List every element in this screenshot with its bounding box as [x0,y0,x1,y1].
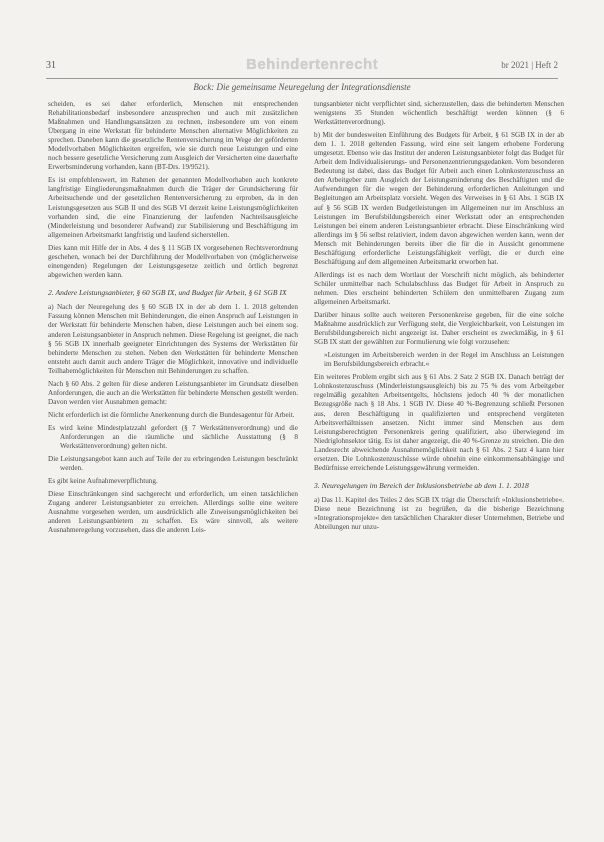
paragraph: Es ist empfehlenswert, im Rahmen der genannten Modellvorhaben auch konkrete langfristige Eingliederungsmaßnahmen durch die Träger der Grundsicherung für Arbeitsuchende und der gesetzlichen Rentenversicherung zu erproben, da in den Leistungsgesetzen aus SGB II und des SGB VI derzeit keine Leistungsmöglichkeiten vorhanden sind, die eine Finanzierung der laufenden Nachteilsausgleiche (Minderleistung und besonderer Aufwand) zur Stabilisierung und Beschäftigung im allgemeinen Arbeitsmarkt langfristig und laufend sicherstellen. [48,176,298,239]
article-author-title: Bock: Die gemeinsame Neuregelung der Integrationsdienste [193,82,411,92]
right-column [314,100,564,830]
list-item: Es gibt keine Aufnahmeverpflichtung. [48,477,158,486]
paragraph: a) Nach der Neuregelung des § 60 SGB IX in der ab dem 1. 1. 2018 geltenden Fassung können Menschen mit Behinderungen, die einen Anspruch auf Leistungen in der Werkstatt für behinderte Menschen haben, diese Leistungen auch bei einem sog. anderen Leistungsanbieter in Anspruch nehmen. Diese Regelung ist geeignet, die nach § 56 SGB IX innerhalb geeigneter Einrichtungen des Systems der Werkstätten für behinderte Menschen zu stehen. Neben den Werkstätten für behinderte Menschen entsteht auch damit auch andere Träger die Möglichkeit, innovative und individuelle Teilhabemöglichkeiten für Menschen mit Behinderungen zu schaffen. [48,303,298,375]
paragraph: Diese Einschränkungen sind sachgerecht und erforderlich, um einen tatsächlichen Zugang anderer Leistungsanbieter zu erreichen. Allerdings sollte eine weitere Ausnahme vorgesehen werden, um ausdrücklich alle Zuweisungsmöglichkeiten bei anderen Leistungsanbietern zu schaffen. Es wäre sinnvoll, als weitere Ausnahmeregelung vorzusehen, dass die anderen Leis- [48,490,298,535]
paragraph: b) Mit der bundesweiten Einführung des Budgets für Arbeit, § 61 SGB IX in der ab dem 1. 1. 2018 geltenden Fassung, wird eine seit langem erhobene Forderung umgesetzt. Ebenso wie das Institut der anderen Leistungsanbieter folgt das Budget für Arbeit dem Individualisierungs- und Personenzentrierungsgedanken. Vom besonderen Bedeutung ist dabei, dass das Budget für Arbeit auch einen Lohnkostenzuschuss an den Arbeitgeber zum Ausgleich der Leistungsminderung des Beschäftigten und die Aufwendungen für die wegen der Behinderung erforderlichen Anleitungen und Begleitungen am Arbeitsplatz vorsieht. Wegen des Verweises in § 61 Abs. 1 SGB IX auf § 56 SGB IX werden Budgetleistungen im Allgemeinen nur im Anschluss an Leistungen im Berufsbildungsbereich einer Werkstatt oder an entsprechenden Leistungen bei einem anderen Leistungsanbieter erbracht. Diese Einschränkung wird allerdings im § 56 selbst relativiert, indem davon abgewichen werden kann, wenn der Mensch mit Behinderungen bereits über die für die in Aussicht genommene Beschäftigung erforderliche Leistungsfähigkeit verfügt, die er durch eine Beschäftigung auf dem allgemeinen Arbeitsmarkt erworben hat. [314,131,564,266]
page-number: 31 [46,60,56,71]
list-item: Die Leistungsangebot kann auch auf Teile der zu erbringenden Leistungen beschränkt werden. [48,455,298,473]
list-item: Es wird keine Mindestplatzzahl gefordert (§ 7 Werkstättenverordnung) und die Anforderungen an die räumliche und sächliche Ausstattung (§ 8 Werkstättenverordnung) gelten nicht. [48,423,298,451]
paragraph: Ein weiteres Problem ergibt sich aus § 61 Abs. 2 Satz 2 SGB IX. Danach beträgt der Lohnkostenzuschuss (Minderleistungsausgleich) bis zu 75 % des vom Arbeitgeber regelmäßig gezahlten Arbeitsentgelts, höchstens jedoch 40 % der monatlichen Bezugsgröße nach § 18 Abs. 1 SGB IV. Diese 40 %-Begrenzung schließt Personen aus, deren Beschäftigung in qualifizierten und entsprechend vergüteten Arbeitsverhältnissen ansetzen. Nicht immer sind Menschen aus dem Leistungsberechtigten Personenkreis gering qualifiziert, also überwiegend im Niedriglohnsektor tätig. Es ist daher angezeigt, die 40 %-Grenze zu streichen. Die den Landesrecht abweichende Ausnahmemöglichkeit nach § 61 Abs. 2 Satz 4 kann hier ersetzen. Die Lohnkostenzuschüsse würde ohnehin eine einkommensabhängige und Bedürfnisse erreichende Leistungsgewährung vermeiden. [314,373,564,472]
paragraph: tungsanbieter nicht verpflichtet sind, sicherzustellen, dass die behinderten Menschen wenigstens 35 Stunden wöchentlich beschäftigt werden können (§ 6 Werkstättenverordnung). [314,100,564,127]
list-item: Nicht erforderlich ist die förmliche Anerkennung durch die Bundesagentur für Arbeit. [48,410,295,419]
paragraph: Allerdings ist es nach dem Wortlaut der Vorschrift nicht möglich, als behinderter Schüler unmittelbar nach Schulabschluss das Budget für Arbeit in Anspruch zu nehmen. Dies erscheint behinderten Schülern den unmittelbaren Zugang zum allgemeinen Arbeitsmarkt. [314,270,564,306]
paragraph: a) Das 11. Kapitel des Teiles 2 des SGB IX trägt die Überschrift »Inklusionsbetriebe«. Diese neue Bezeichnung ist zu begrüßen, da die bisherige Bezeichnung »Integrationsprojekte« den tatsächlichen Charakter dieser Unternehmen, Betriebe und Abteilungen nur unzu- [314,496,564,532]
block-quote: »Leistungen im Arbeitsbereich werden in der Regel im Anschluss an Leistungen im Berufsbildungsbereich erbracht.« [324,351,564,369]
section-heading: 2. Andere Leistungsanbieter, § 60 SGB IX, und Budget für Arbeit, § 61 SGB IX [48,287,287,297]
left-column [48,100,298,830]
section-heading: 3. Neuregelungen im Bereich der Inklusionsbetriebe ab dem 1. 1. 2018 [314,480,529,490]
running-header [46,56,558,79]
journal-title: Behindertenrecht [246,56,379,73]
issue-label: br 2021 | Heft 2 [501,60,558,70]
paragraph: Darüber hinaus sollte auch weiteren Personenkreise gegeben, für die eine solche Maßnahme ausdrücklich zur Verfügung steht, die Vergleichbarkeit, von Leistungen im Berufsbildungsbereich nicht angezeigt ist. Daher erscheint es zweckmäßig, in § 61 SGB IX statt der gewählten zur Formulierung wie folgt vorzusehen: [314,311,564,347]
paragraph: Nach § 60 Abs. 2 gelten für diese anderen Leistungsanbieter im Grundsatz dieselben Anforderungen, die auch an die Werkstätten für behinderte Menschen gestellt werden. Davon werden vier Ausnahmen gemacht: [48,379,298,406]
paragraph: scheiden, es sei daher erforderlich, Menschen mit entsprechenden Rehabilitationsbedarf insbesondere anzusprechen und auch mit zusätzlichen Maßnahmen und Handlungsansätzen zu rechnen, insbesondere um von einem Übergang in eine Werkstatt für behinderte Menschen alternative Möglichkeiten zu sprechen. Daneben kann die gesetzliche Rentenversicherung im Wege der geförderten Modellvorhaben Möglichkeiten ergreifen, wie sie durch neue Leistungen und eine noch bessere gesetzliche Versicherung zum Ausgleich der Versicherten eine dauerhafte Erwerbsminderung vorhanden, kann (BT-Drs. 19/9521). [48,100,298,172]
paragraph: Dies kann mit Hilfe der in Abs. 4 des § 11 SGB IX vorgesehenen Rechtsverordnung geschehen, wonach bei der Durchführung der Modellvorhaben von (möglicherweise einengenden) Regelungen der Leistungsgesetze zeitlich und örtlich begrenzt abgewichen werden kann. [48,243,298,279]
